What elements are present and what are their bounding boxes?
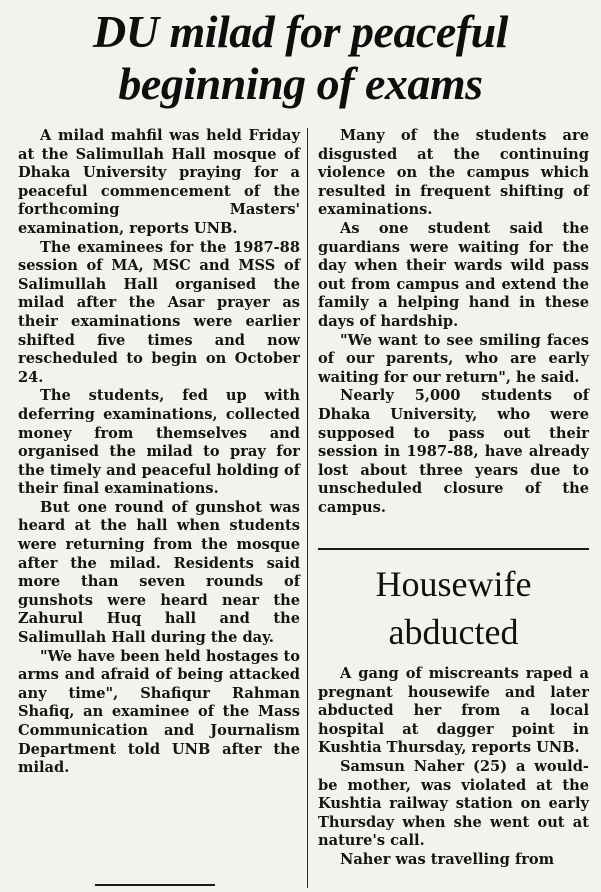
end-rule — [95, 884, 215, 886]
second-story-headline-line-2: abducted — [388, 612, 519, 652]
article-paragraph: Many of the students are disgusted at the continuing violence on the campus which resulted in frequent shifting of examinations. — [318, 127, 589, 219]
article-paragraph: Naher was travelling from — [340, 850, 555, 868]
right-column — [318, 127, 589, 517]
headline-line-2: beginning of exams — [118, 58, 483, 109]
article-paragraph: The examinees for the 1987-88 session of MA, MSC and MSS of Salimullah Hall organised the milad after the Asar prayer as their examinations were earlier shifted five times and now rescheduled to begin on October 24. — [18, 238, 300, 386]
headline — [0, 6, 601, 110]
article-paragraph: "We have been held hostages to arms and afraid of being attacked any time", Shafiqur Rahman Shafiq, an examinee of the Mass Communication and Journalism Department told UNB after the milad. — [18, 647, 300, 777]
article-paragraph: The students, fed up with deferring examinations, collected money from themselves and organised the milad to pray for the timely and peaceful holding of their final examinations. — [18, 387, 300, 498]
article-paragraph: Nearly 5,000 students of Dhaka University, who were supposed to pass out their session in 1987-88, have already lost about three years due to unscheduled closure of the campus. — [318, 387, 589, 516]
second-story-headline-line-1: Housewife — [375, 564, 532, 604]
article-paragraph: Samsun Naher (25) a would-be mother, was violated at the Kushtia railway station on early Thursday when she went out at nature's call. — [318, 757, 589, 850]
column-divider — [307, 128, 308, 888]
article-paragraph: A gang of miscreants raped a pregnant housewife and later abducted her from a local hospital at dagger point in Kushtia Thursday, reports UNB. — [318, 665, 589, 757]
story-separator — [318, 548, 589, 550]
left-column — [18, 127, 300, 778]
article-paragraph: A milad mahfil was held Friday at the Salimullah Hall mosque of Dhaka University praying for a peaceful commencement of the forthcoming Masters' examination, reports UNB. — [18, 127, 300, 237]
second-story-body — [318, 665, 589, 870]
article-paragraph: But one round of gunshot was heard at the hall when students were returning from the mosque after the milad. Residents said more than seven rounds of gunshots were heard near the Zahurul Huq hall and the Salimullah Hall during the day. — [18, 498, 300, 647]
article-paragraph: As one student said the guardians were waiting for the day when their wards wild pass out from campus and extend the family a helping hand in these days of hardship. — [318, 219, 589, 330]
article-paragraph: "We want to see smiling faces of our parents, who are early waiting for our return", he said. — [318, 331, 589, 386]
headline-line-1: DU milad for peaceful — [93, 6, 508, 57]
